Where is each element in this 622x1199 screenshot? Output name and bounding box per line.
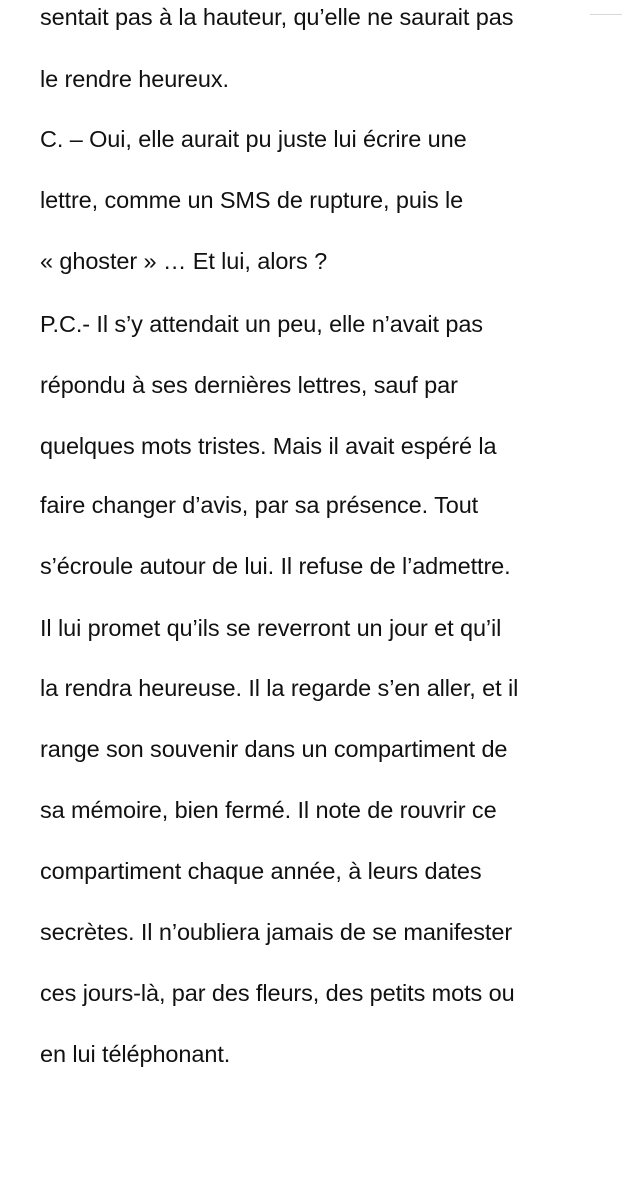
text-line: la rendra heureuse. Il la regarde s’en aller, et il [40, 675, 519, 701]
text-line: faire changer d’avis, par sa présence. Tout [40, 492, 479, 518]
text-line: secrètes. Il n’oubliera jamais de se manifester [40, 919, 513, 945]
text-line: sa mémoire, bien fermé. Il note de rouvrir ce [40, 797, 497, 823]
text-line: ces jours-là, par des fleurs, des petits mots ou [40, 980, 515, 1006]
text-line: lettre, comme un SMS de rupture, puis le [40, 187, 464, 213]
text-line: quelques mots tristes. Mais il avait espéré la [40, 433, 497, 459]
text-line: « ghoster » … Et lui, alors ? [40, 248, 328, 274]
text-line: P.C.- Il s’y attendait un peu, elle n’avait pas [40, 311, 483, 337]
text-line: compartiment chaque année, à leurs dates [40, 858, 482, 884]
text-line: le rendre heureux. [40, 66, 229, 92]
text-line: s’écroule autour de lui. Il refuse de l’admettre. [40, 553, 511, 579]
text-line: Il lui promet qu’ils se reverront un jour et qu’il [40, 615, 502, 641]
text-line: range son souvenir dans un compartiment de [40, 736, 508, 762]
text-line: sentait pas à la hauteur, qu’elle ne saurait pas [40, 4, 514, 30]
text-line: en lui téléphonant. [40, 1041, 231, 1067]
text-line: répondu à ses dernières lettres, sauf par [40, 372, 458, 398]
text-line: C. – Oui, elle aurait pu juste lui écrire une [40, 126, 467, 152]
